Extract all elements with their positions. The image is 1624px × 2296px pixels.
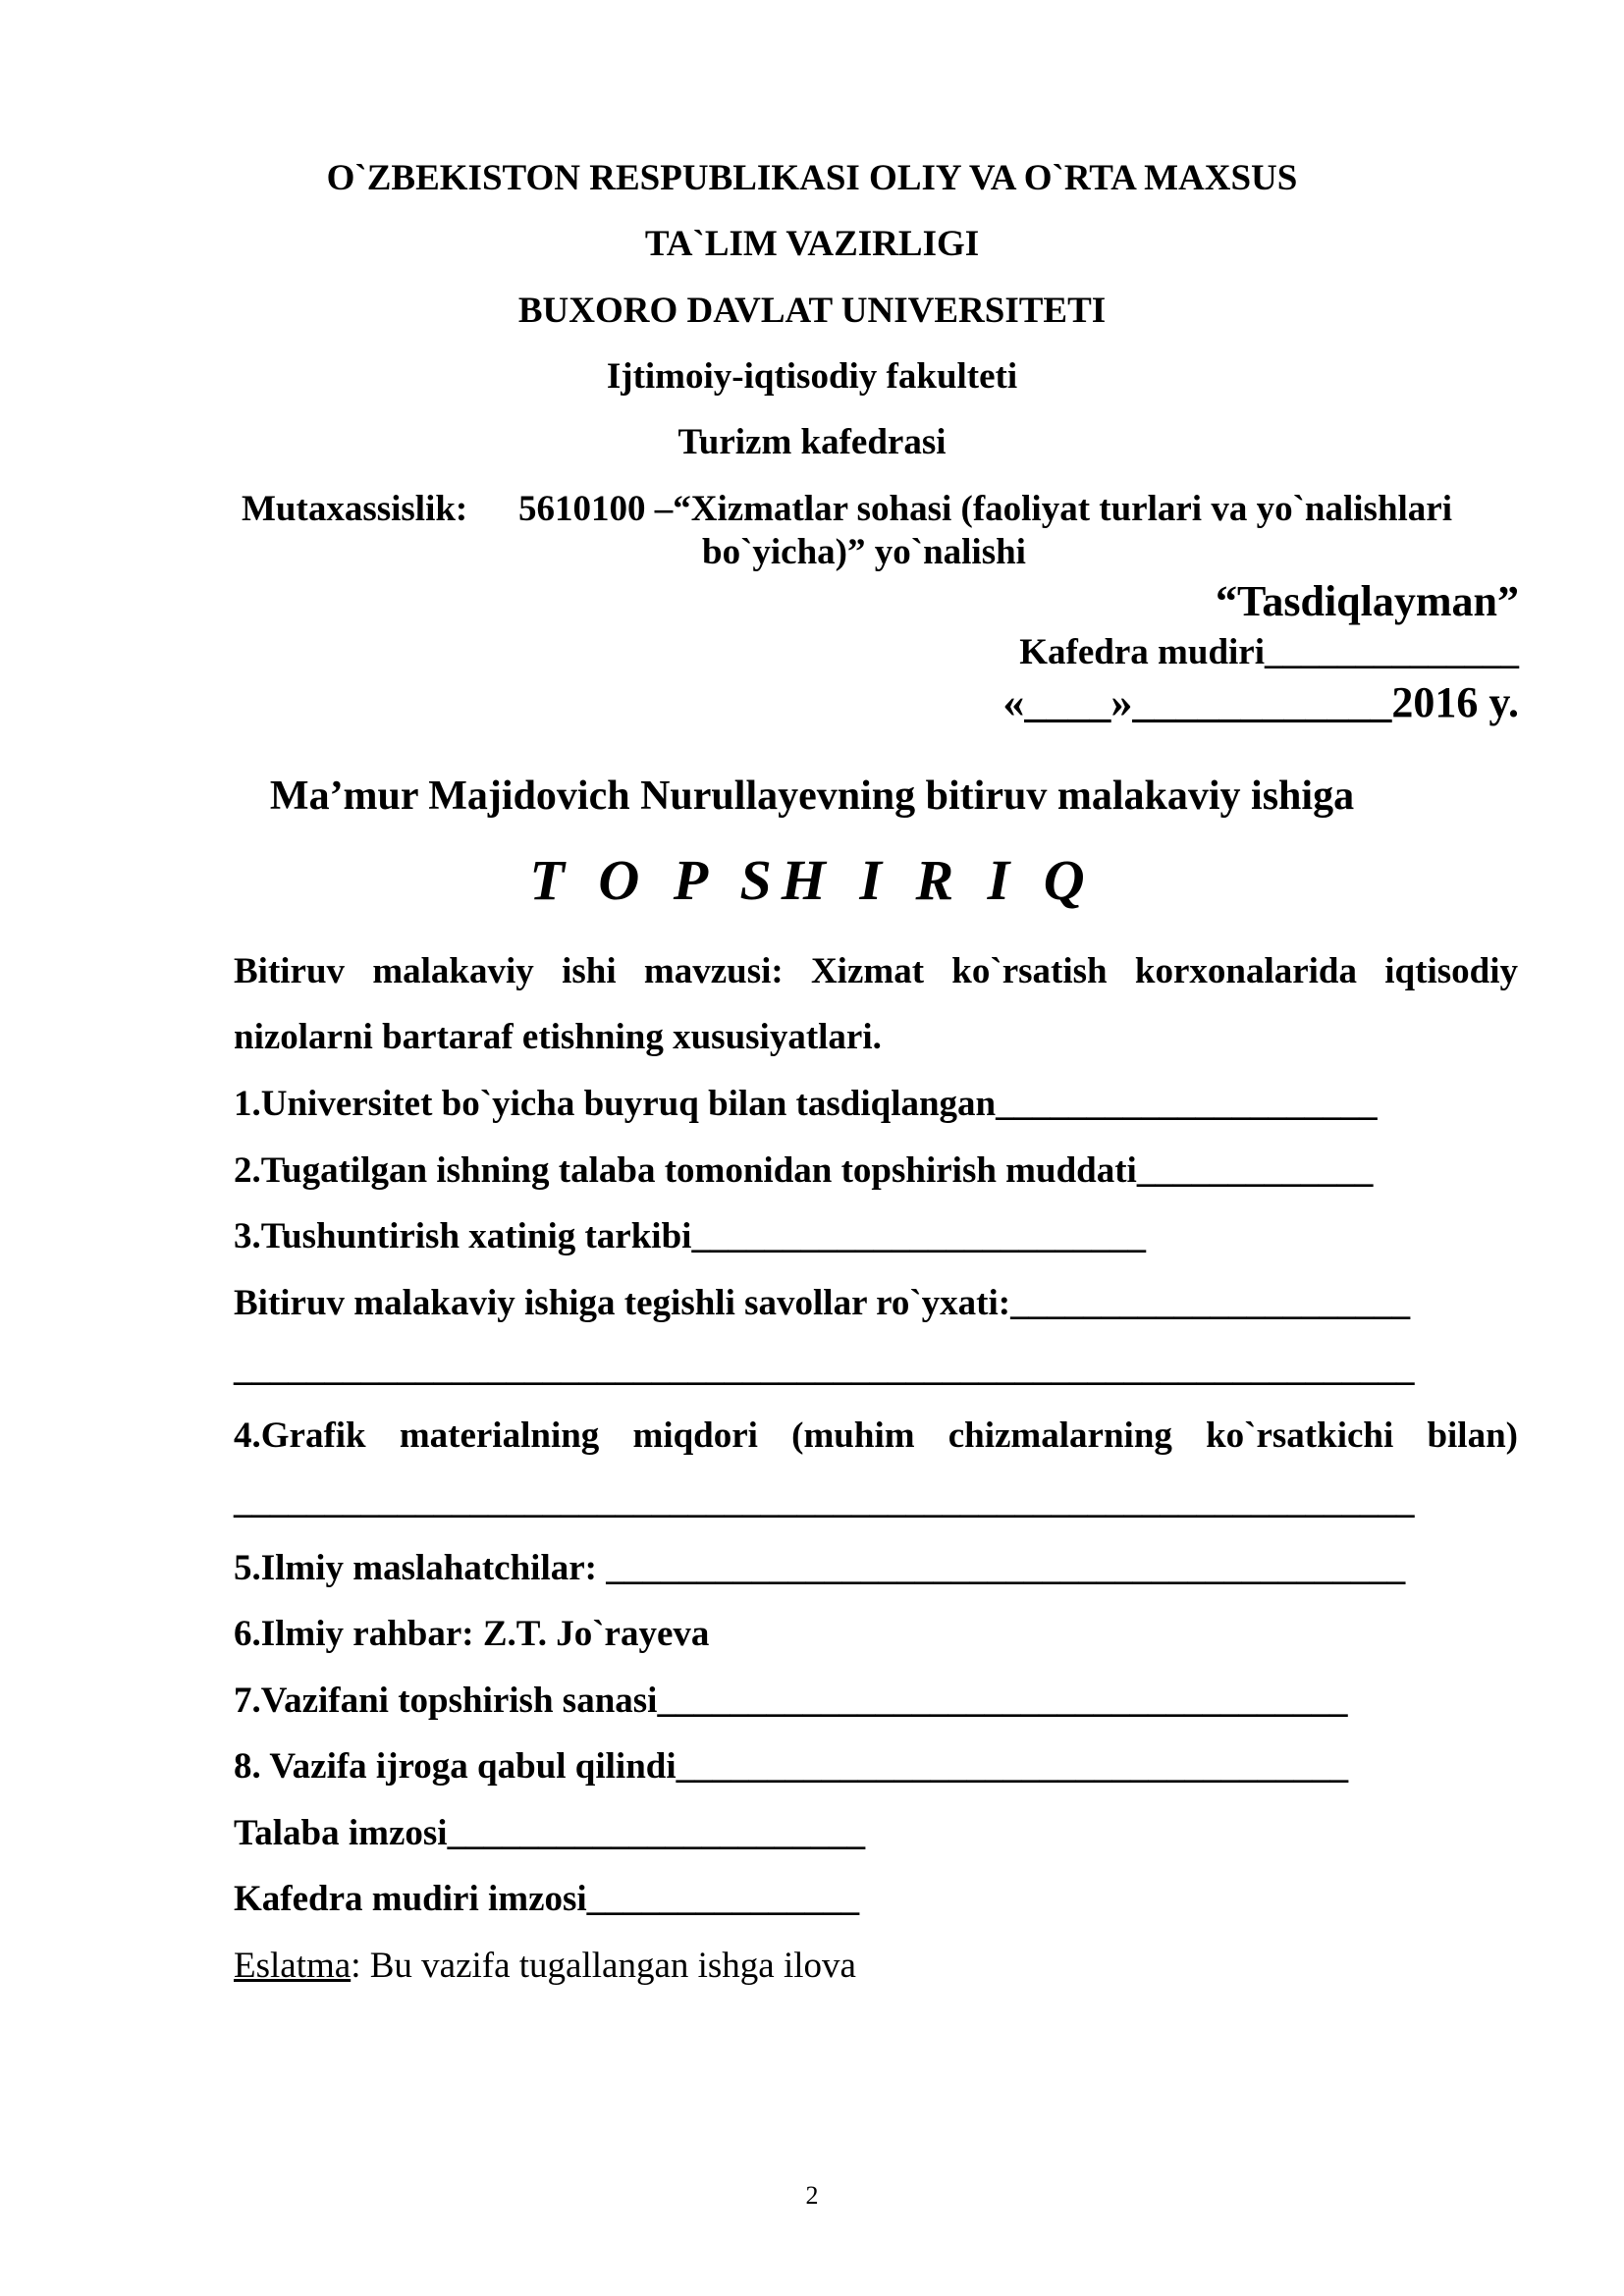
student-signature: Talaba imzosi_______________________ — [234, 1813, 866, 1853]
questions-line: Bitiruv malakaviy ishiga tegishli savollar ro`yxati:______________________ — [234, 1283, 1411, 1323]
theme-line-1: Bitiruv malakaviy ishi mavzusi: Xizmat ko`rsatish korxonalarida iqtisodiy — [234, 951, 1518, 991]
note-text: : Bu vazifa tugallangan ishga ilova — [351, 1946, 856, 1986]
blank-line-1: _________________________________________________________________ — [234, 1349, 1415, 1389]
approval-title: “Tasdiqlayman” — [1216, 577, 1519, 625]
item-4: 4.Grafik materialning miqdori (muhim chizmalarning ko`rsatkichi bilan) — [234, 1415, 1518, 1456]
subject-line: Ma’mur Majidovich Nurullayevning bitiruv malakaviy ishiga — [269, 774, 1355, 819]
item-8: 8. Vazifa ijroga qabul qilindi_____________________________________ — [234, 1746, 1349, 1787]
item-7: 7.Vazifani topshirish sanasi______________________________________ — [234, 1681, 1348, 1721]
blank-line-2: _________________________________________________________________ — [234, 1481, 1415, 1522]
university-name: BUXORO DAVLAT UNIVERSITETI — [517, 291, 1107, 331]
document-title: T O P SH I R I Q — [529, 848, 1095, 912]
ministry-line-2: TA`LIM VAZIRLIGI — [644, 224, 980, 264]
approval-date-line: «____»____________2016 y. — [1002, 678, 1519, 726]
item-6: 6.Ilmiy rahbar: Z.T. Jo`rayeva — [234, 1614, 710, 1654]
item-2: 2.Tugatilgan ishning talaba tomonidan topshirish muddati_____________ — [234, 1150, 1374, 1191]
specialty-line-1: 5610100 –“Xizmatlar sohasi (faoliyat turlari va yo`nalishlari — [518, 489, 1452, 529]
specialty-label: Mutaxassislik: — [242, 489, 468, 529]
approval-head-line: Kafedra mudiri______________ — [1019, 632, 1519, 672]
head-signature: Kafedra mudiri imzosi_______________ — [234, 1879, 860, 1919]
ministry-line-1: O`ZBEKISTON RESPUBLIKASI OLIY VA O`RTA MAXSUS — [326, 158, 1298, 198]
department-name: Turizm kafedrasi — [677, 422, 947, 462]
faculty-name: Ijtimoiy-iqtisodiy fakulteti — [606, 356, 1018, 397]
item-1: 1.Universitet bo`yicha buyruq bilan tasdiqlangan_____________________ — [234, 1084, 1378, 1124]
theme-line-2: nizolarni bartaraf etishning xususiyatlari. — [234, 1017, 882, 1057]
note-label: Eslatma — [234, 1946, 352, 1986]
note — [234, 1945, 856, 1988]
page-number: 2 — [805, 2181, 819, 2210]
specialty-line-2: bo`yicha)” yo`nalishi — [702, 532, 1026, 572]
item-3: 3.Tushuntirish xatinig tarkibi_________________________ — [234, 1216, 1146, 1256]
item-5: 5.Ilmiy maslahatchilar: ____________________________________________ — [234, 1548, 1406, 1588]
